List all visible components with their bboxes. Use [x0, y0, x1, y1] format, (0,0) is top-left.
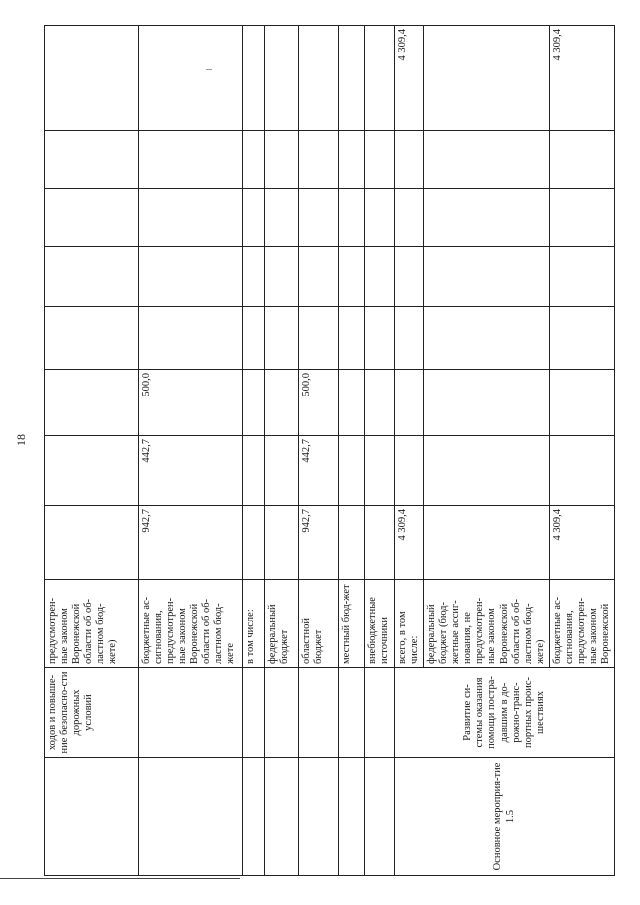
table-cell — [243, 26, 265, 131]
table-cell-value: 4 309,4 — [549, 26, 614, 131]
table-cell — [549, 307, 614, 370]
table-cell — [299, 26, 339, 131]
table-cell — [45, 436, 139, 506]
table-cell — [424, 189, 550, 247]
table-cell-activity: Основное мероприя-тие 1.5 — [395, 758, 615, 876]
table-cell — [139, 247, 243, 307]
table-cell — [243, 370, 265, 436]
table-cell-value: 442,7 — [299, 436, 339, 506]
table-cell-value: 4 309,4 — [395, 26, 424, 131]
table-cell — [243, 189, 265, 247]
table-cell — [549, 436, 614, 506]
scan-speck — [206, 69, 212, 70]
table-cell — [243, 307, 265, 370]
table-cell — [299, 668, 339, 758]
page-number: 18 — [14, 434, 28, 446]
table-cell — [395, 370, 424, 436]
table-cell — [339, 247, 365, 307]
table-cell — [265, 370, 299, 436]
table-row — [243, 26, 265, 876]
table-cell — [45, 189, 139, 247]
table-row — [395, 26, 424, 876]
table-row — [299, 26, 339, 876]
table-cell — [265, 307, 299, 370]
table-row — [365, 26, 395, 876]
table-cell — [424, 370, 550, 436]
table-cell — [243, 247, 265, 307]
table-cell — [365, 247, 395, 307]
table-row — [339, 26, 365, 876]
table-cell-value: 442,7 — [139, 436, 243, 506]
table-cell — [549, 131, 614, 189]
table-cell: бюджетные ас-сигнования, предусмотрен-ные законом Воронежской — [549, 580, 614, 668]
table-cell — [265, 668, 299, 758]
table-cell: федеральный бюджет (бюд-жетные ассиг-нования, не предусмотрен-ные законом Воронежской области об об-ластном бюд-жете) — [424, 580, 550, 668]
table-cell — [365, 758, 395, 876]
table-cell-value: 4 309,4 — [549, 506, 614, 580]
table-cell — [339, 131, 365, 189]
table-cell — [265, 758, 299, 876]
table-cell — [139, 26, 243, 131]
table-cell — [243, 436, 265, 506]
table-cell — [365, 189, 395, 247]
table-cell — [299, 189, 339, 247]
table-cell — [424, 307, 550, 370]
table-cell — [549, 247, 614, 307]
table-cell — [424, 506, 550, 580]
table-row — [265, 26, 299, 876]
table-cell: местный бюд-жет — [339, 580, 365, 668]
table-cell — [45, 131, 139, 189]
table-cell — [339, 758, 365, 876]
table-cell — [339, 307, 365, 370]
table-cell — [45, 758, 139, 876]
table-cell — [265, 131, 299, 189]
table-cell — [45, 247, 139, 307]
table-cell — [395, 436, 424, 506]
table-cell — [265, 506, 299, 580]
table-cell — [339, 189, 365, 247]
table-cell — [395, 307, 424, 370]
table-cell — [265, 436, 299, 506]
table-cell: ходов и повыше-ние безопасно-сти дорожных условий — [45, 668, 139, 758]
table-cell: федеральный бюджет — [265, 580, 299, 668]
table-cell — [299, 131, 339, 189]
table-cell-value: 4 309,4 — [395, 506, 424, 580]
table-cell — [139, 131, 243, 189]
table-cell — [265, 189, 299, 247]
table-cell — [395, 131, 424, 189]
table-cell: всего, в том числе: — [395, 580, 424, 668]
table-cell — [139, 668, 243, 758]
table-cell — [265, 247, 299, 307]
table-cell-activity-name: Развитие си-стемы оказания помощи постра-давшим в до-рожно-транс-портных проис-шествиях — [395, 668, 615, 758]
table-cell — [45, 370, 139, 436]
table-cell — [45, 506, 139, 580]
table-cell — [424, 131, 550, 189]
table-cell — [549, 189, 614, 247]
table-cell — [395, 189, 424, 247]
table-cell — [395, 247, 424, 307]
table-cell — [139, 189, 243, 247]
table-cell — [243, 668, 265, 758]
table-cell — [365, 370, 395, 436]
table-cell — [45, 307, 139, 370]
table-cell — [365, 131, 395, 189]
table-cell: предусмотрен-ные законом Воронежской области об об-ластном бюд-жете) — [45, 580, 139, 668]
table-cell — [299, 247, 339, 307]
table-cell-value: 500,0 — [299, 370, 339, 436]
table-cell — [139, 758, 243, 876]
table-cell-value: 942,7 — [139, 506, 243, 580]
table-cell — [299, 758, 339, 876]
table-cell — [265, 26, 299, 131]
footer-rule — [0, 878, 240, 879]
table-cell — [243, 506, 265, 580]
table-row — [139, 26, 243, 876]
table-cell-value: 500,0 — [139, 370, 243, 436]
table-cell — [299, 307, 339, 370]
table-cell: в том числе: — [243, 580, 265, 668]
table-cell — [365, 506, 395, 580]
budget-table — [44, 25, 615, 876]
table-cell — [365, 307, 395, 370]
table-cell — [243, 131, 265, 189]
table-cell-value: 942,7 — [299, 506, 339, 580]
table-cell — [424, 26, 550, 131]
table-cell — [549, 370, 614, 436]
table-cell — [365, 668, 395, 758]
table-cell — [339, 26, 365, 131]
table-cell — [45, 26, 139, 131]
table-cell: бюджетные ас-сигнования, предусмотрен-ные законом Воронежской области об об-ластном бюд-жете — [139, 580, 243, 668]
table-cell — [139, 307, 243, 370]
table-cell — [339, 506, 365, 580]
table-cell — [339, 668, 365, 758]
table-row — [45, 26, 139, 876]
table-cell — [365, 436, 395, 506]
table-cell — [365, 26, 395, 131]
table-cell — [339, 436, 365, 506]
budget-table-rotated — [44, 26, 611, 876]
table-cell — [424, 247, 550, 307]
table-cell: областной бюджет — [299, 580, 339, 668]
table-cell: внебюджетные источники — [365, 580, 395, 668]
table-cell — [243, 758, 265, 876]
table-cell — [339, 370, 365, 436]
table-cell — [424, 436, 550, 506]
